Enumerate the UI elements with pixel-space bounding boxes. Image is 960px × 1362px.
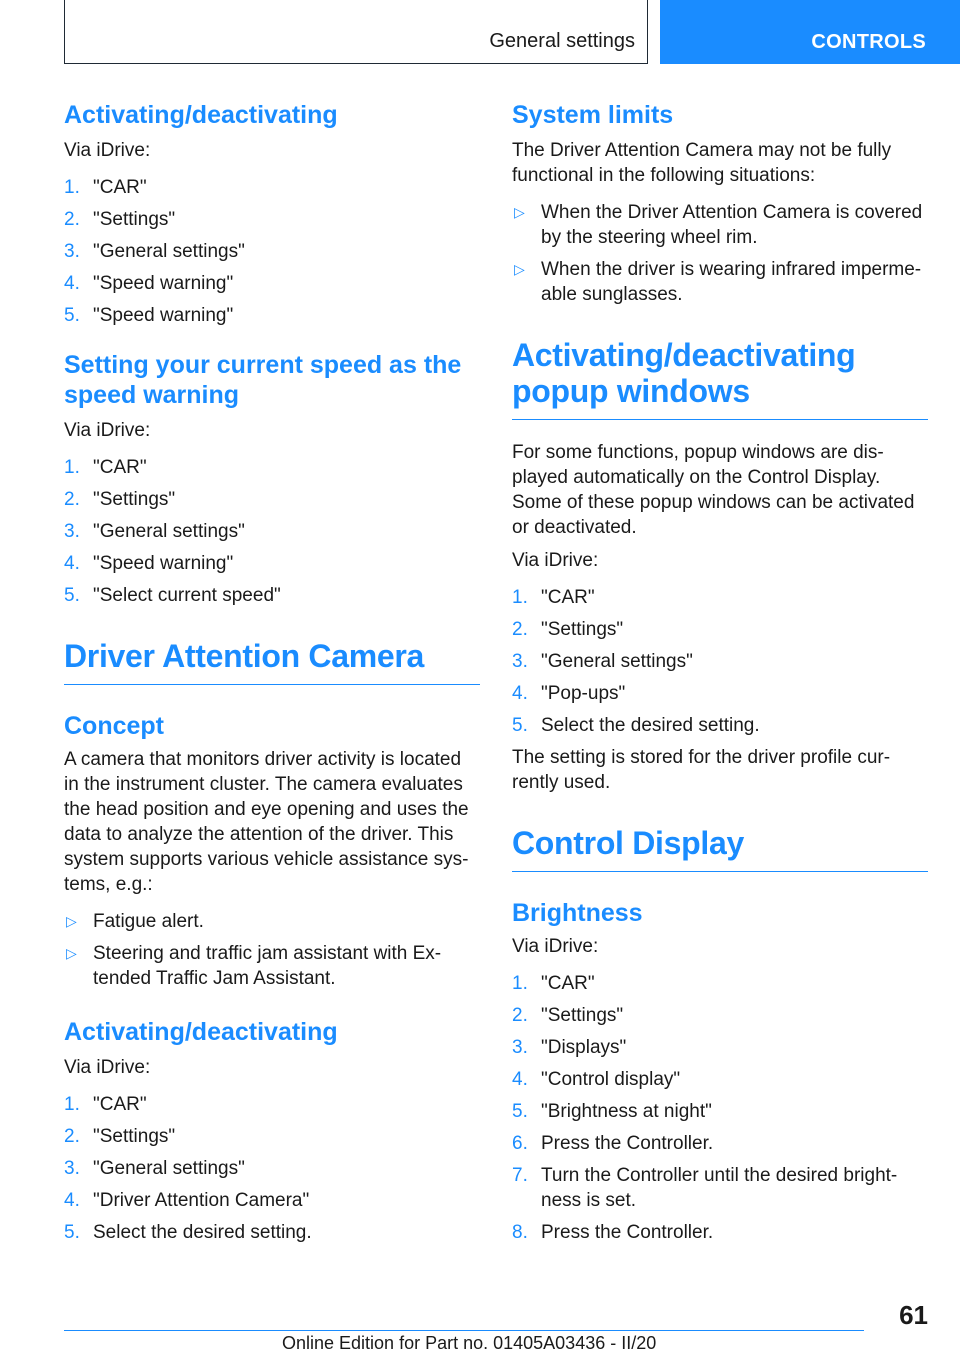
left-column [64,100,480,1252]
triangle-bullet-icon: ▷ [514,204,525,220]
step-text: "Control display" [541,1069,681,1090]
step-text: "CAR" [93,177,147,198]
step-text: "General settings" [93,241,245,262]
popup-note: The setting is stored for the driver profile cur‐rently used. [512,747,891,793]
step-number: 5. [64,585,80,606]
section-title-activating-camera: Activating/deactivating [64,1018,338,1046]
step-number: 6. [512,1133,528,1154]
step-item [64,487,480,512]
step-item [512,1003,928,1028]
step-number: 3. [64,521,80,542]
step-number: 1. [64,457,80,478]
step-text: "Settings" [93,1126,176,1147]
section-intro: Via iDrive: [512,936,599,957]
step-item [512,617,928,642]
step-text: Select the desired setting. [93,1222,312,1243]
bullet-item [512,257,928,307]
step-item [64,1124,480,1149]
step-text: "Select current speed" [93,585,281,606]
step-text: "Brightness at night" [541,1101,712,1122]
step-item [512,585,928,610]
step-item [512,971,928,996]
step-number: 3. [64,241,80,262]
triangle-bullet-icon: ▷ [514,261,525,277]
chapter-title-popup-windows: Activating/deactivating popup windows [512,337,928,420]
system-limits-body: The Driver Attention Camera may not be fully functional in the following situations: [512,140,892,186]
step-text: "Settings" [541,1005,624,1026]
step-text: "Speed warning" [93,273,234,294]
concept-bullets [64,909,480,991]
step-text: "Settings" [93,209,176,230]
step-number: 4. [512,1069,528,1090]
steps-list-camera [64,1092,480,1245]
section-title-concept: Concept [64,712,164,740]
step-item [64,583,480,608]
step-text: "Speed warning" [93,553,234,574]
triangle-bullet-icon: ▷ [66,913,77,929]
section-title-system-limits: System limits [512,101,674,129]
step-item [64,271,480,296]
step-text: "Pop-ups" [541,683,626,704]
step-text: Press the Controller. [541,1222,714,1243]
step-item [512,1131,928,1156]
concept-body: A camera that monitors driver activity is located in the instrument cluster. The camera evaluates the head position and eye opening and uses the data to analyze the attention of the driver. This system supports various vehicle assistance sys‐tems, e.g.: [64,749,469,895]
step-text: Press the Controller. [541,1133,714,1154]
step-number: 2. [64,1126,80,1147]
step-text: Select the desired setting. [541,715,760,736]
footer-edition: Online Edition for Part no. 01405A03436 - II/20 [282,1333,657,1353]
header-section-title: General settings [489,30,635,52]
chapter-title-driver-attention: Driver Attention Camera [64,638,480,685]
step-item [512,649,928,674]
step-text: "CAR" [93,457,147,478]
footer-divider [64,1330,864,1331]
header-chapter-label: CONTROLS [811,31,926,53]
step-number: 2. [64,489,80,510]
step-number: 4. [64,1190,80,1211]
right-column [512,100,928,1252]
step-text: "Settings" [93,489,176,510]
chapter-title-control-display: Control Display [512,825,928,872]
bullet-text: When the driver is wearing infrared imperme‐able sunglasses. [541,259,922,305]
step-number: 1. [64,1094,80,1115]
bullet-text: When the Driver Attention Camera is covered by the steering wheel rim. [541,202,923,248]
step-item [64,1156,480,1181]
section-intro: Via iDrive: [64,140,151,161]
step-item [64,455,480,480]
page-number: 61 [899,1300,928,1330]
step-text: "CAR" [541,587,595,608]
step-number: 7. [512,1165,528,1186]
step-item [64,207,480,232]
step-text: "General settings" [93,1158,245,1179]
step-number: 2. [64,209,80,230]
header-section-box [64,0,648,64]
step-number: 4. [64,553,80,574]
step-text: "Speed warning" [93,305,234,326]
step-item [64,1092,480,1117]
step-item [64,1220,480,1245]
step-item [64,519,480,544]
step-item [512,1220,928,1245]
step-item [512,1067,928,1092]
step-text: "Driver Attention Camera" [93,1190,310,1211]
bullet-text: Steering and traffic jam assistant with Ex‐tended Traffic Jam Assistant. [93,943,442,989]
step-text: "Displays" [541,1037,627,1058]
steps-list-brightness [512,971,928,1245]
step-number: 2. [512,619,528,640]
step-number: 5. [512,715,528,736]
step-text: "CAR" [541,973,595,994]
header-chapter-tab [660,0,960,64]
step-number: 1. [512,587,528,608]
step-item [64,303,480,328]
section-title-activating: Activating/deactivating [64,101,338,129]
bullet-text: Fatigue alert. [93,911,204,932]
step-text: "Settings" [541,619,624,640]
step-number: 2. [512,1005,528,1026]
step-number: 1. [512,973,528,994]
step-item [64,175,480,200]
step-text: "General settings" [93,521,245,542]
step-number: 5. [64,1222,80,1243]
step-text: "General settings" [541,651,693,672]
step-item [64,239,480,264]
section-intro: Via iDrive: [512,550,599,571]
bullet-item [512,200,928,250]
section-intro: Via iDrive: [64,1057,151,1078]
step-number: 3. [64,1158,80,1179]
step-number: 4. [512,683,528,704]
system-limits-bullets [512,200,928,307]
step-number: 3. [512,1037,528,1058]
section-title-brightness: Brightness [512,899,643,927]
steps-list-speed-warning [64,175,480,328]
step-item [512,681,928,706]
step-item [512,713,928,738]
step-item [512,1099,928,1124]
popup-body: For some functions, popup windows are dis‐played automatically on the Control Display. Some of these popup windows can be activated or deactivated. [512,442,915,538]
step-item [64,1188,480,1213]
steps-list-popups [512,585,928,738]
step-number: 8. [512,1222,528,1243]
step-item [64,551,480,576]
step-number: 3. [512,651,528,672]
step-item [512,1035,928,1060]
step-number: 4. [64,273,80,294]
bullet-item [64,941,480,991]
triangle-bullet-icon: ▷ [66,945,77,961]
steps-list-current-speed [64,455,480,608]
step-number: 5. [512,1101,528,1122]
section-title-current-speed: Setting your current speed as the speed warning [64,351,462,409]
page-header [0,0,960,66]
step-text: Turn the Controller until the desired bright‐ness is set. [541,1165,898,1211]
step-item [512,1163,928,1213]
bullet-item [64,909,480,934]
section-intro: Via iDrive: [64,420,151,441]
step-number: 1. [64,177,80,198]
step-text: "CAR" [93,1094,147,1115]
step-number: 5. [64,305,80,326]
